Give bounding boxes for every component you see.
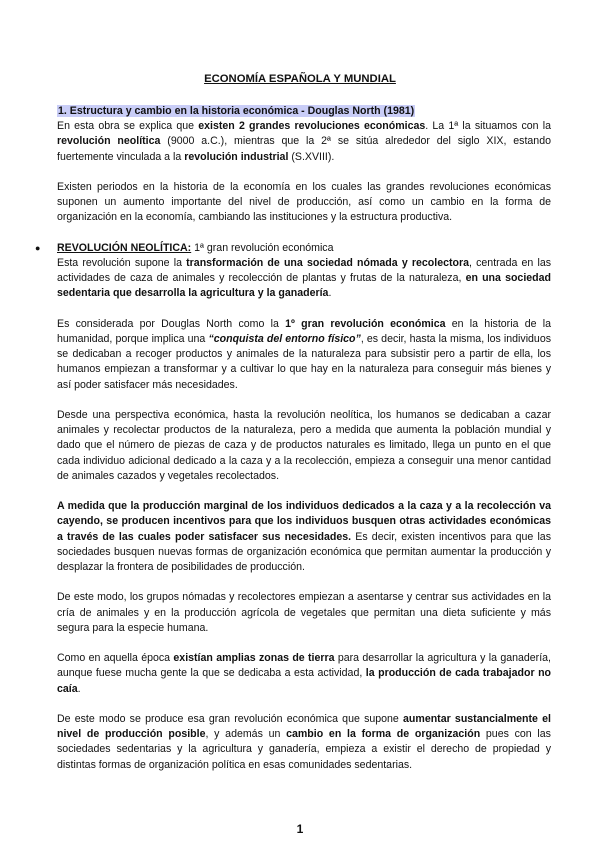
paragraph-perspectiva: Desde una perspectiva económica, hasta la revolución neolítica, los humanos se dedicaban a cazar animales y recolectar productos de la naturaleza, pero a medida que aumenta la población mundial y dado que el número de piezas de caza y de productos naturales es limitado, llega un punto en el que cada individuo adicional dedicado a la caza y a la recolección, empieza a conseguir una menor cantidad de animales cazados y vegetales recolectados. — [57, 409, 551, 482]
text-run: Como en aquella época — [57, 652, 174, 665]
paragraph-intro — [57, 119, 551, 165]
bold-run: A medida que la producción marginal de los individuos dedicados a la caza y a la recolección va cayendo, se producen incentivos para que los individuos busquen otras actividades económicas a través de las cuales poder satisfacer sus necesidades. — [57, 500, 551, 543]
text-run: Esta revolución supone la — [57, 257, 187, 269]
text-run: Es decir, existen incentivos para que las sociedades busquen nuevas formas de organización económica que permitan aumentar la producción y desplazar la frontera de posibilidades de producción. — [57, 530, 551, 574]
paragraph-transformacion — [57, 256, 551, 302]
bold-italic-run: “conquista del entorno físico” — [208, 333, 361, 345]
text-run: pues con las sociedades sedentarias y la agricultura y ganadería, empieza a existir el derecho de propiedad y distintas formas de organización política en esas comunidades sedentarias. — [57, 728, 551, 771]
page-number: 1 — [296, 822, 304, 836]
text-run: , es decir, hasta la misma, los individuos se dedicaban a recoger productos y animales de la naturaleza para subsistir pero a partir de ella, los humanos empiezan a transformar y a cultivar lo que hay en la naturaleza para conseguir más bienes y así poder satisfacer más necesidades. — [57, 333, 552, 391]
paragraph-douglas-north — [57, 317, 551, 393]
document-body — [35, 104, 552, 788]
text-run: En esta obra se explica que — [57, 120, 199, 133]
section-heading: 1. Estructura y cambio en la historia económica - Douglas North (1981) — [58, 105, 415, 117]
bold-run: transformación de una sociedad nómada y recolectora — [186, 257, 470, 269]
text-run: Es considerada por Douglas North como la — [57, 317, 286, 330]
bold-run: la producción de cada trabajador no caía — [57, 667, 552, 695]
paragraph-periods: Existen periodos en la historia de la economía en los cuales las grandes revoluciones económicas suponen un aumento importante del nivel de producción, así como un cambio en la forma de organización en la economía, cambiando las instituciones y la estructura productiva. — [57, 181, 551, 224]
bullet-icon: ● — [35, 242, 41, 253]
bold-run: existían amplias zonas de tierra — [173, 652, 335, 665]
paragraph-conclusion — [57, 712, 551, 773]
bullet-revolucion-neolitica — [35, 241, 552, 302]
bold-run: revolución neolítica — [57, 135, 161, 148]
bold-run: en una sociedad sedentaria que desarrolla la agricultura y la ganadería — [57, 272, 551, 300]
text-run: . — [77, 682, 81, 695]
text-run: . La 1ª la situamos con la — [425, 120, 551, 133]
revolution-subtitle: 1ª gran revolución económica — [191, 241, 334, 254]
text-run: De este modo se produce esa gran revolución económica que supone — [57, 713, 404, 725]
bold-run: existen 2 grandes revoluciones económicas — [198, 120, 426, 133]
bold-run: 1º gran revolución económica — [285, 317, 446, 330]
text-run: , y además un — [205, 728, 287, 741]
bold-run: aumentar sustancialmente el nivel de producción posible — [57, 713, 551, 741]
document-title: ECONOMÍA ESPAÑOLA Y MUNDIAL — [204, 73, 396, 85]
bold-run: revolución industrial — [184, 150, 289, 163]
bold-run: cambio en la forma de organización — [286, 728, 481, 741]
text-run: (S.XVIII). — [288, 150, 335, 163]
section-heading-block — [57, 104, 551, 119]
paragraph-asentamiento: De este modo, los grupos nómadas y recolectores empiezan a asentarse y centrar sus actividades en la cría de animales y en la producción agrícola de vegetales que permitan una dieta suficiente y más segura para la especie humana. — [57, 591, 551, 634]
text-run: . — [328, 287, 332, 300]
text-run: en la historia de la humanidad, porque implica una — [57, 317, 551, 345]
paragraph-tierras — [57, 651, 551, 697]
text-run: para desarrollar la agricultura y la ganadería, aunque fuese mucha gente la que se dedicaba a esta actividad, — [57, 652, 551, 680]
revolution-title: REVOLUCIÓN NEOLÍTICA: — [57, 241, 192, 254]
text-run: (9000 a.C.), mientras que la 2ª se sitúa alrededor del siglo XIX, estando fuertemente vinculada a la — [57, 135, 551, 163]
bullet-heading — [57, 241, 551, 256]
text-run: , centrada en las actividades de caza de animales y recolección de plantas y frutas de la naturaleza, — [57, 257, 552, 285]
paragraph-produccion-marginal — [57, 499, 551, 575]
